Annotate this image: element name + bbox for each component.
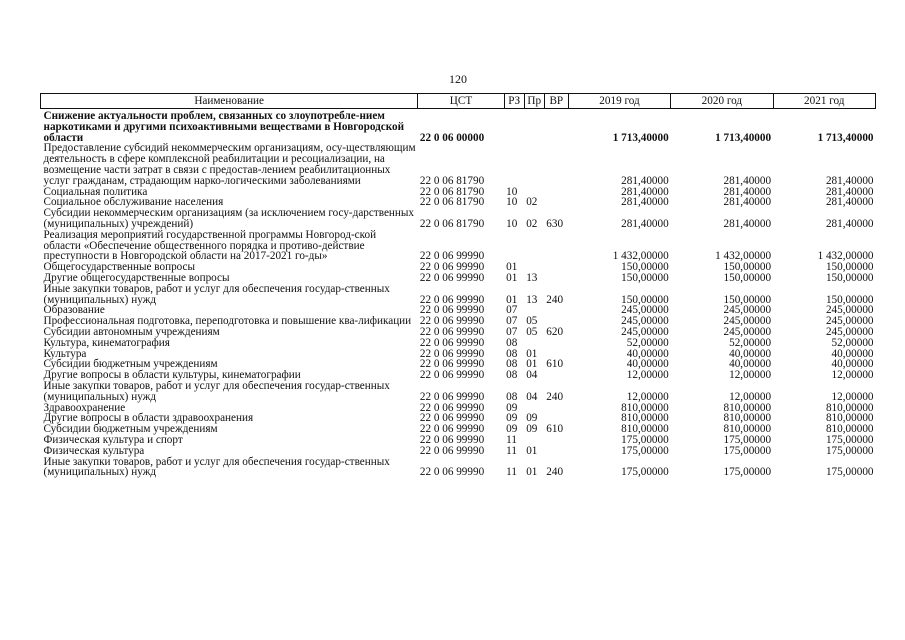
- row-value-2020: 810,00000: [723, 423, 772, 436]
- row-vr-code: 240: [546, 293, 564, 306]
- row-value-2021: 175,00000: [825, 433, 874, 446]
- row-rz-code: [504, 230, 524, 262]
- row-cst-code: 22 0 06 99990: [419, 325, 485, 338]
- row-name: Субсидии некоммерческим организациям (за исключением госу-дарственных (муниципальных) учреждений): [43, 207, 415, 230]
- column-header-vr: ВР: [544, 94, 568, 109]
- row-value-2021: 245,00000: [825, 315, 874, 328]
- row-value-2020: 281,40000: [723, 174, 772, 187]
- row-value-2019: 1 713,40000: [612, 131, 669, 144]
- row-cst-code: 22 0 06 81790: [419, 196, 485, 209]
- row-value-2021: 175,00000: [825, 444, 874, 457]
- row-value-2019: 12,00000: [626, 369, 669, 382]
- row-value-2019: 52,00000: [626, 336, 669, 349]
- row-value-2019: 281,40000: [621, 217, 669, 230]
- row-rz-code: 11: [506, 444, 517, 457]
- row-value-2019: 810,00000: [621, 423, 669, 436]
- row-pr-code: [524, 109, 544, 144]
- row-vr-code: [544, 187, 568, 198]
- row-name: Предоставление субсидий некоммерческим организациям, осу-ществляющим деятельность в сфере комплексной реабилитации и ресоциализации, на возмещение части затрат в связи с предостав-лением реабилитационных услуг гражданам, страдающим нарко-логическими заболеваниями: [43, 142, 416, 187]
- budget-table: [40, 93, 876, 478]
- column-header-2019: 2019 год: [568, 94, 670, 109]
- row-name: Субсидии автономным учреждениям: [43, 325, 220, 338]
- table-row: [41, 446, 876, 457]
- row-name: Здравоохранение: [43, 401, 126, 414]
- row-pr-code: 01: [526, 347, 538, 360]
- row-pr-code: 13: [526, 293, 538, 306]
- row-cst-code: 22 0 06 99990: [419, 369, 485, 382]
- row-value-2020: 150,00000: [723, 271, 772, 284]
- row-cst-code: 22 0 06 81790: [419, 174, 485, 187]
- row-rz-code: 07: [506, 325, 518, 338]
- row-value-2019: 1 432,00000: [612, 250, 669, 263]
- row-cst-code: 22 0 06 99990: [419, 358, 485, 371]
- row-rz-code: 10: [506, 217, 518, 230]
- row-value-2021: 281,40000: [825, 174, 874, 187]
- table-body: [41, 109, 876, 479]
- row-value-2021: 245,00000: [825, 304, 874, 317]
- row-value-2021: 810,00000: [825, 423, 874, 436]
- row-vr-code: 240: [546, 466, 564, 479]
- row-name: Физическая культура: [43, 444, 145, 457]
- row-value-2020: 245,00000: [723, 315, 772, 328]
- row-value-2019: 150,00000: [621, 271, 669, 284]
- row-vr-code: 620: [546, 325, 564, 338]
- row-value-2020: 1 713,40000: [715, 131, 772, 144]
- row-value-2020: 810,00000: [723, 412, 772, 425]
- row-value-2019: 12,00000: [626, 390, 669, 403]
- row-value-2019: 281,40000: [621, 174, 669, 187]
- row-cst-code: 22 0 06 99990: [419, 250, 485, 263]
- row-rz-code: 09: [506, 423, 518, 436]
- row-value-2021: 810,00000: [825, 412, 874, 425]
- row-rz-code: 08: [506, 347, 518, 360]
- row-name: Другие вопросы в области культуры, кинематографии: [43, 369, 301, 382]
- row-value-2021: 150,00000: [825, 261, 874, 274]
- row-name: Субсидии бюджетным учреждениям: [43, 423, 218, 436]
- row-vr-code: [544, 305, 568, 316]
- row-rz-code: 10: [506, 185, 518, 198]
- row-value-2019: 810,00000: [621, 412, 669, 425]
- row-pr-code: [524, 143, 544, 186]
- row-value-2019: 150,00000: [621, 261, 669, 274]
- row-cst-code: 22 0 06 99990: [419, 466, 485, 479]
- row-rz-code: 01: [506, 261, 518, 274]
- row-value-2020: 150,00000: [723, 261, 772, 274]
- row-pr-code: 01: [526, 358, 538, 371]
- table-row: [41, 381, 876, 403]
- table-row: [41, 230, 876, 262]
- row-pr-code: [524, 338, 544, 349]
- row-cst-code: 22 0 06 99990: [419, 412, 485, 425]
- row-name: Иные закупки товаров, работ и услуг для обеспечения государ-ственных (муниципальных) нужд: [43, 379, 390, 403]
- table-row: [41, 284, 876, 306]
- row-rz-code: 10: [506, 196, 518, 209]
- row-value-2020: 281,40000: [723, 196, 772, 209]
- row-value-2020: 12,00000: [729, 390, 772, 403]
- row-cst-code: 22 0 06 81790: [419, 217, 485, 230]
- row-pr-code: [524, 230, 544, 262]
- row-value-2020: 175,00000: [723, 433, 772, 446]
- column-header-pr: Пр: [524, 94, 544, 109]
- row-name: Снижение актуальности проблем, связанных со злоупотребле-нием наркотиками и другими психоактивными веществами в Новгородской области: [43, 110, 405, 144]
- row-name: Субсидии бюджетным учреждениям: [43, 358, 218, 371]
- table-row: [41, 338, 876, 349]
- row-value-2020: 245,00000: [723, 325, 772, 338]
- row-pr-code: 01: [526, 466, 538, 479]
- row-value-2021: 12,00000: [831, 390, 874, 403]
- row-pr-code: 09: [526, 423, 538, 436]
- row-value-2021: 52,00000: [831, 336, 874, 349]
- row-name: Физическая культура и спорт: [43, 433, 183, 446]
- row-name: Социальное обслуживание населения: [43, 196, 224, 209]
- row-vr-code: 240: [546, 390, 564, 403]
- row-rz-code: 11: [506, 466, 517, 479]
- row-cst-code: 22 0 06 99990: [419, 271, 485, 284]
- row-value-2021: 281,40000: [825, 185, 874, 198]
- table-row: [41, 109, 876, 144]
- row-cst-code: 22 0 06 99990: [419, 304, 485, 317]
- row-cst-code: 22 0 06 99990: [419, 336, 485, 349]
- row-rz-code: 08: [506, 369, 518, 382]
- column-header-name: Наименование: [41, 94, 418, 109]
- row-pr-code: 09: [526, 412, 538, 425]
- page-number: 120: [449, 72, 467, 86]
- row-rz-code: 01: [506, 293, 518, 306]
- row-name: Общегосударственные вопросы: [43, 261, 196, 274]
- row-value-2021: 281,40000: [825, 196, 874, 209]
- row-name: Профессиональная подготовка, переподготовка и повышение ква-лификации: [43, 315, 412, 328]
- row-cst-code: 22 0 06 99990: [419, 293, 485, 306]
- column-header-rz: РЗ: [504, 94, 524, 109]
- row-cst-code: 22 0 06 81790: [419, 185, 485, 198]
- row-rz-code: 08: [506, 358, 518, 371]
- row-cst-code: 22 0 06 99990: [419, 444, 485, 457]
- row-name: Другие вопросы в области здравоохранения: [43, 412, 254, 425]
- row-vr-code: [544, 435, 568, 446]
- row-pr-code: 02: [526, 196, 538, 209]
- row-vr-code: [544, 370, 568, 381]
- row-value-2020: 52,00000: [729, 336, 772, 349]
- row-value-2019: 175,00000: [621, 466, 669, 479]
- row-cst-code: 22 0 06 99990: [419, 315, 485, 328]
- column-header-cst: ЦСТ: [418, 94, 504, 109]
- row-name: Иные закупки товаров, работ и услуг для обеспечения государ-ственных (муниципальных) нужд: [43, 455, 390, 479]
- row-vr-code: [544, 446, 568, 457]
- row-name: Социальная политика: [43, 185, 148, 198]
- row-value-2019: 40,00000: [626, 347, 669, 360]
- row-rz-code: 08: [506, 390, 518, 403]
- row-value-2021: 175,00000: [825, 466, 874, 479]
- row-value-2019: 245,00000: [621, 304, 669, 317]
- row-value-2021: 150,00000: [825, 293, 874, 306]
- row-name: Культура: [43, 347, 87, 360]
- row-value-2021: 1 713,40000: [817, 131, 874, 144]
- table-row: [41, 143, 876, 186]
- row-vr-code: [544, 403, 568, 414]
- row-rz-code: 08: [506, 336, 518, 349]
- row-value-2019: 40,00000: [626, 358, 669, 371]
- row-value-2019: 175,00000: [621, 433, 669, 446]
- row-cst-code: 22 0 06 99990: [419, 347, 485, 360]
- row-cst-code: 22 0 06 99990: [419, 261, 485, 274]
- row-value-2020: 281,40000: [723, 185, 772, 198]
- row-value-2019: 245,00000: [621, 315, 669, 328]
- row-pr-code: 04: [526, 369, 538, 382]
- row-value-2020: 1 432,00000: [715, 250, 772, 263]
- row-pr-code: 04: [526, 390, 538, 403]
- row-value-2019: 245,00000: [621, 325, 669, 338]
- row-value-2019: 175,00000: [621, 444, 669, 457]
- row-cst-code: 22 0 06 99990: [419, 401, 485, 414]
- row-value-2019: 150,00000: [621, 293, 669, 306]
- table-row: [41, 208, 876, 230]
- row-rz-code: 11: [506, 433, 517, 446]
- row-value-2020: 150,00000: [723, 293, 772, 306]
- column-header-2020: 2020 год: [671, 94, 773, 109]
- row-vr-code: [544, 338, 568, 349]
- row-value-2019: 281,40000: [621, 196, 669, 209]
- row-value-2021: 245,00000: [825, 325, 874, 338]
- row-name: Иные закупки товаров, работ и услуг для обеспечения государ-ственных (муниципальных) нужд: [43, 282, 390, 306]
- row-rz-code: 01: [506, 271, 518, 284]
- table-row: [41, 457, 876, 479]
- row-vr-code: 610: [546, 423, 564, 436]
- row-vr-code: 630: [546, 217, 564, 230]
- row-rz-code: 09: [506, 412, 518, 425]
- table-header-row: [41, 94, 876, 109]
- row-cst-code: 22 0 06 99990: [419, 423, 485, 436]
- row-value-2019: 810,00000: [621, 401, 669, 414]
- row-value-2020: 281,40000: [723, 217, 772, 230]
- row-value-2021: 150,00000: [825, 271, 874, 284]
- row-pr-code: 05: [526, 325, 538, 338]
- row-pr-code: 01: [526, 444, 538, 457]
- row-pr-code: 05: [526, 315, 538, 328]
- row-value-2021: 281,40000: [825, 217, 874, 230]
- row-value-2020: 175,00000: [723, 444, 772, 457]
- row-value-2020: 245,00000: [723, 304, 772, 317]
- row-pr-code: 02: [526, 217, 538, 230]
- row-name: Образование: [43, 304, 105, 317]
- row-rz-code: 07: [506, 315, 518, 328]
- row-vr-code: [544, 273, 568, 284]
- row-value-2021: 1 432,00000: [817, 250, 874, 263]
- row-name: Культура, кинематография: [43, 336, 170, 349]
- row-rz-code: [504, 143, 524, 186]
- row-cst-code: 22 0 06 00000: [419, 131, 485, 144]
- row-vr-code: [544, 230, 568, 262]
- row-value-2020: 810,00000: [723, 401, 772, 414]
- row-value-2021: 12,00000: [831, 369, 874, 382]
- row-value-2021: 810,00000: [825, 401, 874, 414]
- row-value-2019: 281,40000: [621, 185, 669, 198]
- row-pr-code: 13: [526, 271, 538, 284]
- row-value-2021: 40,00000: [831, 347, 874, 360]
- row-name: Другие общегосударственные вопросы: [43, 271, 230, 284]
- row-name: Реализация мероприятий государственной программы Новгород-ской области «Обеспечение общественного порядка и противо-действие преступности в Новгородской области на 2017-2021 го-ды»: [43, 228, 377, 263]
- row-vr-code: [544, 197, 568, 208]
- row-value-2021: 40,00000: [831, 358, 874, 371]
- row-value-2020: 12,00000: [729, 369, 772, 382]
- row-value-2020: 40,00000: [729, 358, 772, 371]
- row-cst-code: 22 0 06 99990: [419, 390, 485, 403]
- row-vr-code: 610: [546, 358, 564, 371]
- row-vr-code: [544, 143, 568, 186]
- row-value-2020: 40,00000: [729, 347, 772, 360]
- row-rz-code: 09: [506, 401, 518, 414]
- row-rz-code: [504, 109, 524, 144]
- row-rz-code: 07: [506, 304, 518, 317]
- row-vr-code: [544, 262, 568, 273]
- column-header-2021: 2021 год: [773, 94, 875, 109]
- row-cst-code: 22 0 06 99990: [419, 433, 485, 446]
- row-value-2020: 175,00000: [723, 466, 772, 479]
- row-vr-code: [544, 109, 568, 144]
